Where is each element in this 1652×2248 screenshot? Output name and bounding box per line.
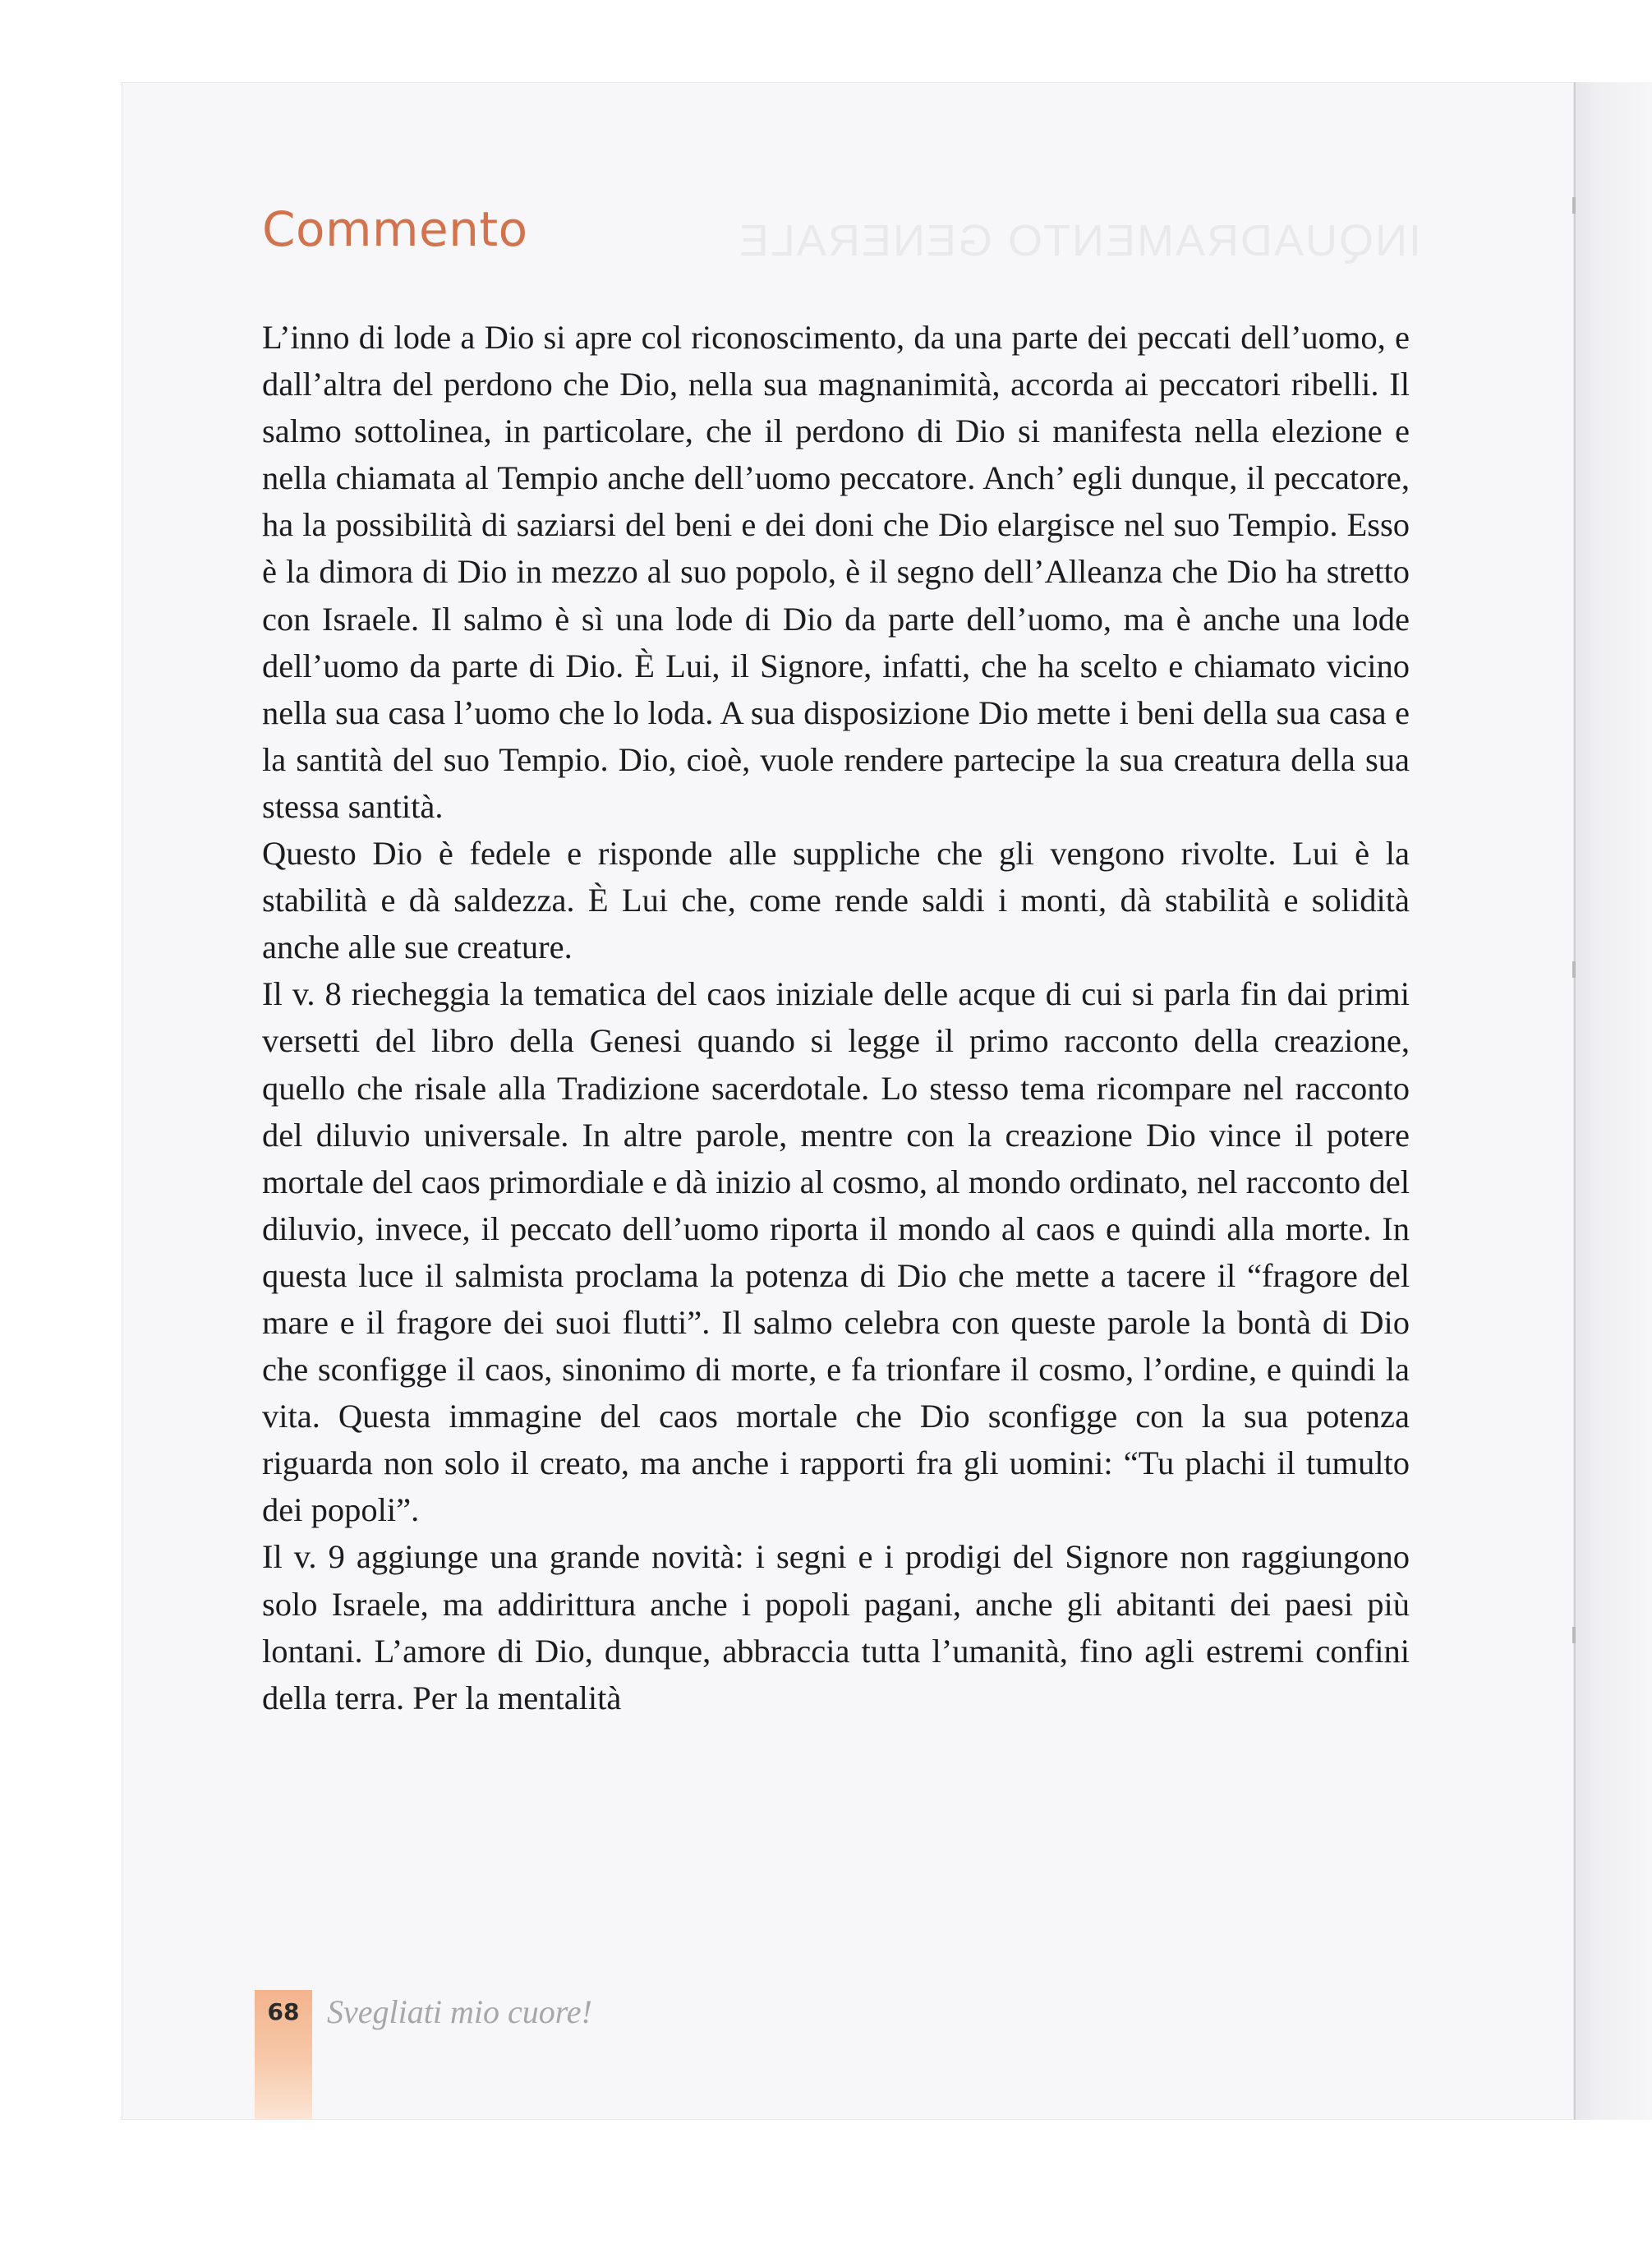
binding-mark xyxy=(1572,961,1576,978)
page-number: 68 xyxy=(267,1998,300,2025)
section-heading: Commento xyxy=(262,201,528,257)
binding-mark xyxy=(1572,1627,1576,1643)
page-gutter xyxy=(1574,82,1576,2120)
show-through-header: INQUADRAMENTO GENERALE xyxy=(737,216,1421,265)
commentary-body xyxy=(262,314,1410,1721)
paragraph: L’inno di lode a Dio si apre col riconoscimento, da una parte dei peccati dell’uomo, e dall’altra del perdono che Dio, nella sua magnanimità, accorda ai peccatori ribelli. Il salmo sottolinea, in particolare, che il perdono di Dio si manifesta nella elezione e nella chiamata al Tempio anche dell’uomo peccatore. Anch’ egli dunque, il peccatore, ha la possibilità di saziarsi del beni e dei doni che Dio elargisce nel suo Tempio. Esso è la dimora di Dio in mezzo al suo popolo, è il segno dell’Alleanza che Dio ha stretto con Israele. Il salmo è sì una lode di Dio da parte dell’uomo, ma è anche una lode dell’uomo da parte di Dio. È Lui, il Signore, infatti, che ha scelto e chiamato vicino nella sua casa l’uomo che lo loda. A sua disposizione Dio mette i beni della sua casa e la santità del suo Tempio. Dio, cioè, vuole rendere partecipe la sua creatura della sua stessa santità. xyxy=(262,319,1410,825)
paragraph: Questo Dio è fedele e risponde alle suppliche che gli vengono rivolte. Lui è la stabilità e dà saldezza. È Lui che, come rende saldi i monti, dà stabilità e solidità anche alle sue creature. xyxy=(262,835,1410,966)
paragraph: Il v. 8 riecheggia la tematica del caos iniziale delle acque di cui si parla fin dai primi versetti del libro della Genesi quando si legge il primo racconto della creazione, quello che risale alla Tradizione sacerdotale. Lo stesso tema ricompare nel racconto del diluvio universale. In altre parole, mentre con la creazione Dio vince il potere mortale del caos primordiale e dà inizio al cosmo, al mondo ordinato, nel racconto del diluvio, invece, il peccato dell’uomo riporta il mondo al caos e quindi alla morte. In questa luce il salmista proclama la potenza di Dio che mette a tacere il “fragore del mare e il fragore dei suoi flutti”. Il salmo celebra con queste parole la bontà di Dio che sconfigge il caos, sinonimo di morte, e fa trionfare il cosmo, l’ordine, e quindi la vita. Questa immagine del caos mortale che Dio sconfigge con la sua potenza riguarda non solo il creato, ma anche i rapporti fra gli uomini: “Tu plachi il tumulto dei popoli”. xyxy=(262,975,1410,1529)
running-footer-title: Svegliati mio cuore! xyxy=(327,1993,592,2030)
binding-mark xyxy=(1572,197,1576,214)
facing-page-edge xyxy=(1574,82,1652,2120)
paragraph: Il v. 9 aggiunge una grande novità: i segni e i prodigi del Signore non raggiungono solo Israele, ma addirittura anche i popoli pagani, anche gli abitanti dei paesi più lontani. L’amore di Dio, dunque, abbraccia tutta l’umanità, fino agli estremi confini della terra. Per la mentalità xyxy=(262,1538,1410,1716)
